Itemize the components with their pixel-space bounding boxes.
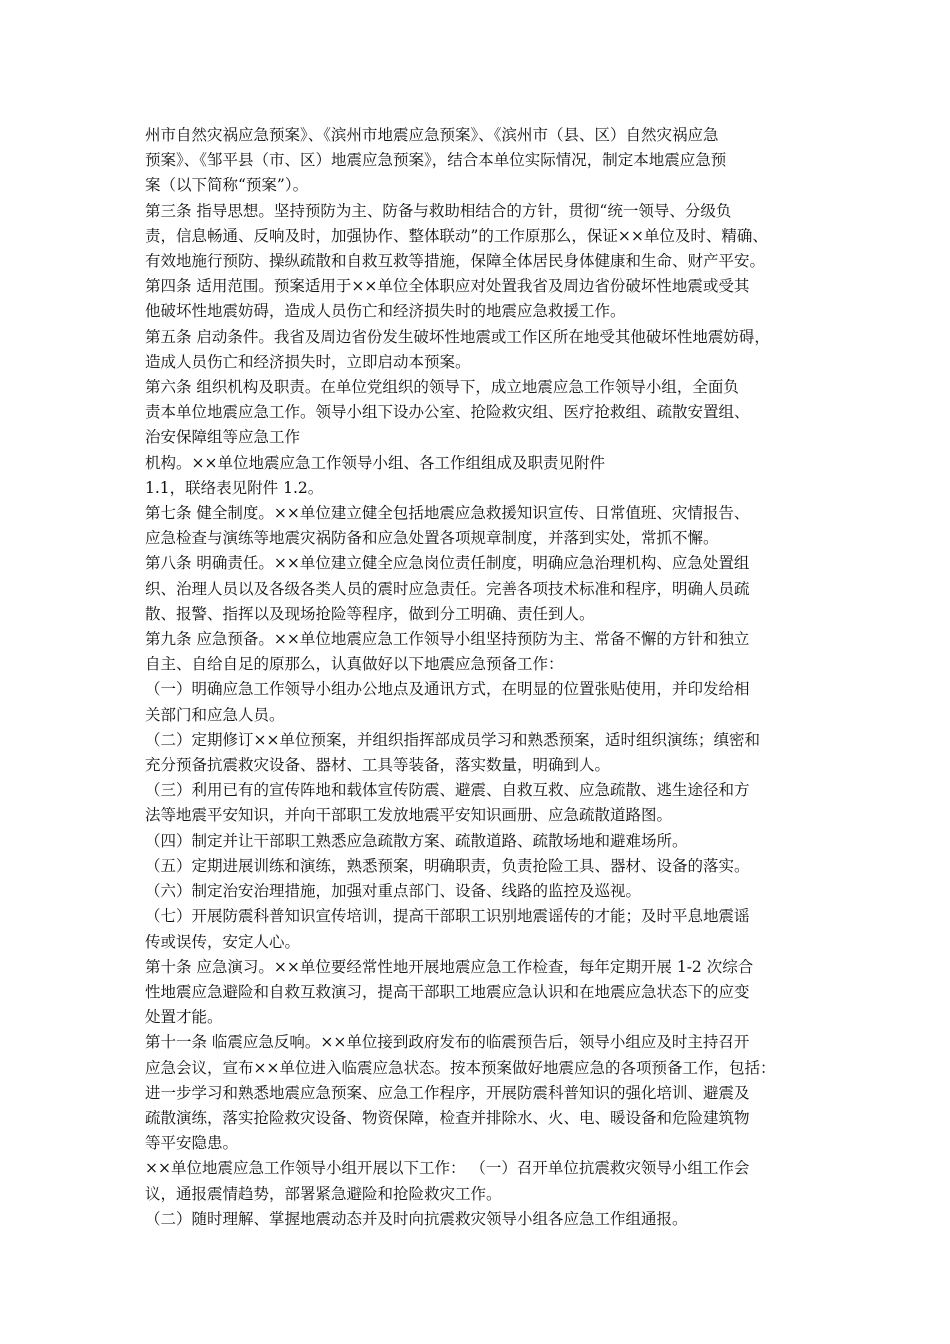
text-line: 机构。××单位地震应急工作领导小组、各工作组组成及职责见附件: [145, 453, 605, 472]
text-line: （二）随时理解、掌握地震动态并及时向抗震救灾领导小组各应急工作组通报。: [145, 1209, 688, 1228]
text-line: （七）开展防震科普知识宣传培训，提高干部职工识别地震谣传的才能；及时平息地震谣: [145, 907, 750, 926]
text-line: 第三条 指导思想。坚持预防为主、防备与救助相结合的方针，贯彻“统一领导、分级负: [145, 201, 732, 220]
document-body: [145, 123, 825, 1232]
text-line: 1.1，联络表见附件 1.2。: [145, 478, 324, 497]
text-line: 第十条 应急演习。××单位要经常性地开展地震应急工作检查，每年定期开展 1-2 次综合: [145, 957, 754, 976]
text-line: （一）明确应急工作领导小组办公地点及通讯方式，在明显的位置张贴使用，并印发给相: [145, 680, 750, 699]
text-line: 充分预备抗震救灾设备、器材、工具等装备，落实数量，明确到人。: [145, 756, 611, 775]
text-line: 造成人员伤亡和经济损失时，立即启动本预案。: [145, 352, 471, 371]
text-line: 应急会议，宣布××单位进入临震应急状态。按本预案做好地震应急的各项预备工作，包括：: [145, 1058, 776, 1077]
text-line: ××单位地震应急工作领导小组开展以下工作： （一）召开单位抗震救灾领导小组工作会: [145, 1159, 750, 1178]
text-line: 疏散演练，落实抢险救灾设备、物资保障，检查并排除水、火、电、暖设备和危险建筑物: [145, 1108, 750, 1127]
text-line: 应急检查与演练等地震灾祸防备和应急处置各项规章制度，并落到实处，常抓不懈。: [145, 529, 719, 548]
text-line: 治安保障组等应急工作: [145, 428, 301, 447]
text-line: 关部门和应急人员。: [145, 705, 285, 724]
text-line: 自主、自给自足的原那么，认真做好以下地震应急预备工作：: [145, 655, 564, 674]
text-line: 进一步学习和熟悉地震应急预案、应急工作程序，开展防震科普知识的强化培训、避震及: [145, 1083, 750, 1102]
text-line: （四）制定并让干部职工熟悉应急疏散方案、疏散道路、疏散场地和避难场所。: [145, 831, 688, 850]
text-line: （六）制定治安治理措施，加强对重点部门、设备、线路的监控及巡视。: [145, 882, 642, 901]
text-line: 州市自然灾祸应急预案》、《滨州市地震应急预案》、《滨州市（县、区）自然灾祸应急: [145, 126, 719, 144]
text-line: 织、治理人员以及各级各类人员的震时应急责任。完善各项技术标准和程序，明确人员疏: [145, 579, 750, 598]
text-line: 有效地施行预防、操纵疏散和自救互救等措施，保障全体居民身体健康和生命、财产平安。: [145, 252, 766, 271]
text-line: 第七条 健全制度。××单位建立健全包括地震应急救援知识宣传、日常值班、灾情报告、: [145, 504, 750, 523]
text-line: 第四条 适用范围。预案适用于××单位全体职应对处置我省及周边省份破坏性地震或受其: [145, 277, 750, 296]
text-line: （五）定期进展训练和演练，熟悉预案，明确职责，负责抢险工具、器材、设备的落实。: [145, 856, 750, 875]
text-line: 责，信息畅通、反响及时，加强协作、整体联动”的工作原那么，保证××单位及时、精确、: [145, 226, 768, 245]
text-line: 第五条 启动条件。我省及周边省份发生破坏性地震或工作区所在地受其他破坏性地震妨碍，: [145, 327, 770, 346]
text-line: 议，通报震情趋势，部署紧急避险和抢险救灾工作。: [145, 1184, 502, 1203]
text-line: 预案》、《邹平县（市、区）地震应急预案》，结合本单位实际情况，制定本地震应急预: [145, 151, 727, 170]
text-line: （二）定期修订××单位预案，并组织指挥部成员学习和熟悉预案，适时组织演练；缜密和: [145, 730, 760, 749]
text-line: 散、报警、指挥以及现场抢险等程序，做到分工明确、责任到人。: [145, 604, 595, 623]
text-line: 处置才能。: [145, 1008, 223, 1027]
text-line: 性地震应急避险和自救互救演习，提高干部职工地震应急认识和在地震应急状态下的应变: [145, 982, 750, 1001]
text-line: 第九条 应急预备。××单位地震应急工作领导小组坚持预防为主、常备不懈的方针和独立: [145, 630, 750, 649]
text-line: （三）利用已有的宣传阵地和载体宣传防震、避震、自救互救、应急疏散、逃生途径和方: [145, 781, 750, 800]
text-line: 第十一条 临震应急反响。××单位接到政府发布的临震预告后，领导小组应及时主持召开: [145, 1033, 750, 1052]
text-line: 他破坏性地震妨碍，造成人员伤亡和经济损失时的地震应急救援工作。: [145, 302, 626, 321]
text-line: 法等地震平安知识，并向干部职工发放地震平安知识画册、应急疏散道路图。: [145, 806, 673, 825]
text-line: 传或误传，安定人心。: [145, 932, 301, 951]
text-line: 等平安隐患。: [145, 1134, 239, 1153]
text-line: 案（以下简称“预案”）。: [145, 176, 309, 195]
text-line: 第八条 明确责任。××单位建立健全应急岗位责任制度，明确应急治理机构、应急处置组: [145, 554, 750, 573]
text-line: 责本单位地震应急工作。领导小组下设办公室、抢险救灾组、医疗抢救组、疏散安置组、: [145, 403, 750, 422]
text-line: 第六条 组织机构及职责。在单位党组织的领导下，成立地震应急工作领导小组，全面负: [145, 378, 739, 397]
